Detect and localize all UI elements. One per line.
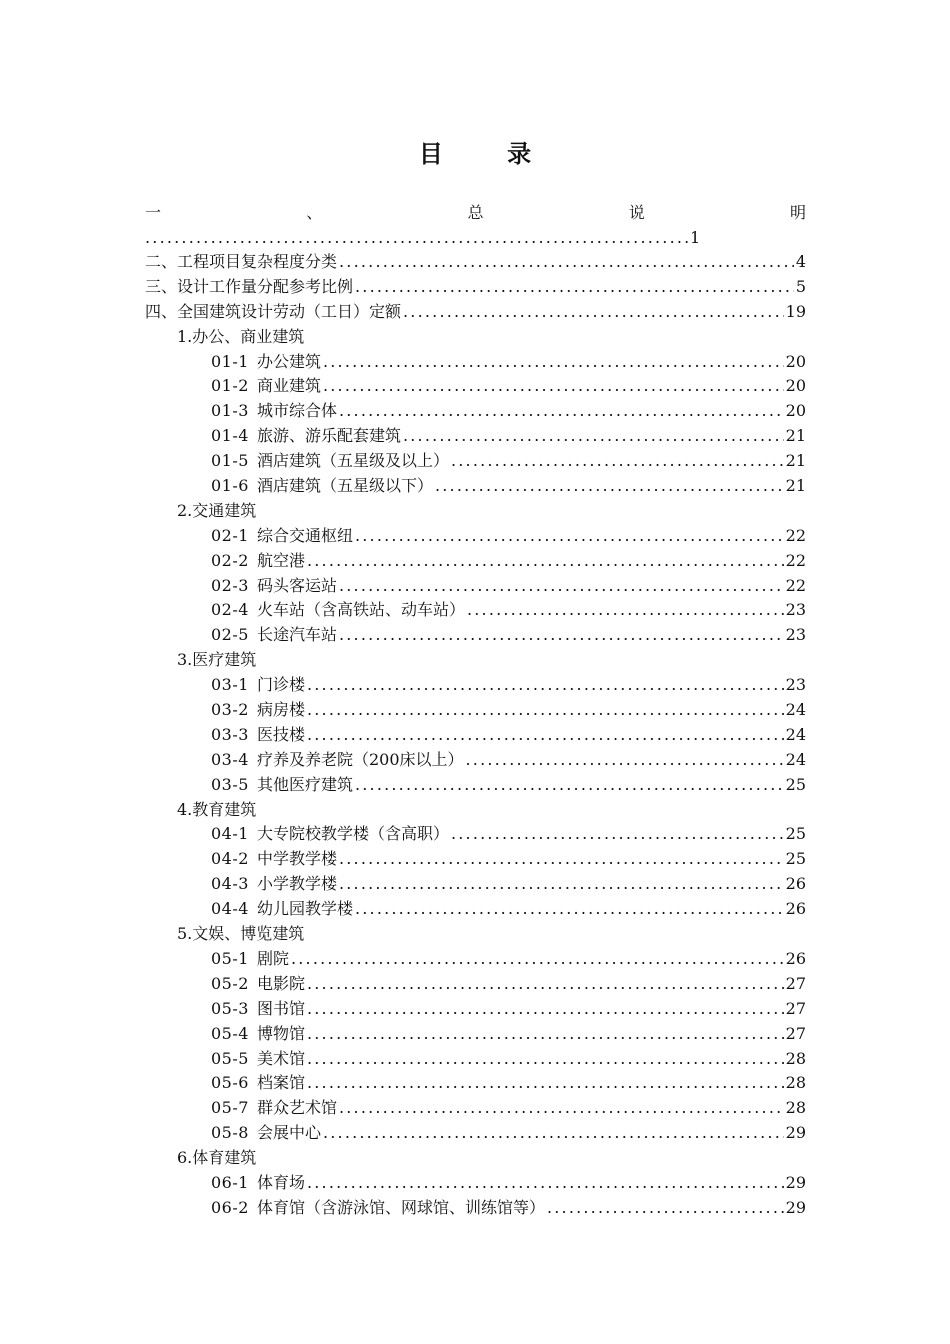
- toc-page-number: 26: [785, 899, 806, 919]
- toc-subentry-title: 小学教学楼: [256, 874, 337, 894]
- toc-page-number: 20: [785, 351, 806, 371]
- page-title: 目 录: [418, 139, 560, 168]
- toc-subentry[interactable]: [145, 997, 806, 1022]
- toc-subentry[interactable]: [145, 549, 806, 574]
- toc-subentry-title: 旅游、游乐配套建筑: [256, 426, 401, 446]
- toc-page-number: 22: [785, 525, 806, 545]
- dot-leader: [451, 449, 784, 474]
- toc-subentry-code: 03-2: [211, 700, 249, 720]
- toc-subentry-title: 门诊楼: [256, 675, 305, 695]
- toc-subentry-code: 03-4: [211, 749, 249, 769]
- toc-page-number: 26: [785, 874, 806, 894]
- toc-section-heading[interactable]: 3.医疗建筑: [177, 650, 257, 670]
- dot-leader: [339, 847, 784, 872]
- toc-subentry-title: 商业建筑: [256, 376, 321, 396]
- toc-subentry-code: 01-5: [211, 451, 249, 471]
- toc-page-number: 4: [795, 252, 806, 271]
- toc-subentry[interactable]: [145, 449, 806, 474]
- dot-leader: [307, 549, 784, 574]
- toc-subentry-code: 01-6: [211, 476, 249, 496]
- toc-subentry[interactable]: [145, 1196, 806, 1221]
- toc-subentry-title: 电影院: [256, 973, 305, 993]
- toc-subentry-title: 博物馆: [256, 1023, 305, 1043]
- toc-page-number: 21: [785, 476, 806, 496]
- toc-page-number: 28: [785, 1048, 806, 1068]
- toc-page-number: 29: [785, 1123, 806, 1143]
- toc-subentry[interactable]: [145, 972, 806, 997]
- toc-subentry-code: 06-1: [211, 1172, 249, 1192]
- dot-leader: [307, 723, 784, 748]
- toc-page-number: 28: [785, 1073, 806, 1093]
- toc-subentry[interactable]: [145, 350, 806, 375]
- toc-page-number: 25: [785, 824, 806, 844]
- toc-subentry-title: 火车站（含高铁站、动车站）: [256, 600, 465, 620]
- toc-page-number: 27: [785, 1023, 806, 1043]
- toc-subentry[interactable]: [145, 897, 806, 922]
- toc-entry-1-title: [145, 200, 806, 225]
- dot-leader: [307, 997, 784, 1022]
- dot-leader: [355, 897, 784, 922]
- toc-entry-title: 二、工程项目复杂程度分类: [145, 252, 338, 271]
- toc-subentry-title: 医技楼: [256, 724, 305, 744]
- toc-subentry-title: 群众艺术馆: [256, 1098, 337, 1118]
- toc-subentry-title: 图书馆: [256, 998, 305, 1018]
- dot-leader: [547, 1196, 784, 1221]
- toc-entry-1-char: 总: [467, 203, 484, 222]
- toc-entry-1-char: 一: [145, 203, 162, 222]
- toc-entry-1-char: 、: [306, 203, 323, 222]
- dot-leader: [339, 250, 794, 275]
- toc-section-heading[interactable]: 5.文娱、博览建筑: [177, 924, 305, 944]
- toc-subentry-code: 05-5: [211, 1048, 249, 1068]
- toc-subentry[interactable]: [145, 673, 806, 698]
- toc-page-number: 19: [785, 301, 806, 321]
- toc-page-number: 24: [785, 700, 806, 720]
- toc-subentry-title: 剧院: [256, 948, 289, 968]
- dot-leader: [323, 350, 784, 375]
- toc-subentry-title: 病房楼: [256, 700, 305, 720]
- dot-leader: [307, 673, 784, 698]
- toc-page-number: 22: [785, 550, 806, 570]
- dot-leader: [355, 275, 794, 300]
- toc-subentry-code: 03-5: [211, 774, 249, 794]
- toc-subentry[interactable]: [145, 872, 806, 897]
- toc-subentry-title: 酒店建筑（五星级以下）: [256, 476, 433, 496]
- toc-page-number: 1: [690, 228, 701, 247]
- dot-leader: [307, 1022, 784, 1047]
- dot-leader: [403, 424, 784, 449]
- toc-subentry-code: 05-4: [211, 1023, 249, 1043]
- dot-leader: [355, 524, 784, 549]
- toc-subentry[interactable]: [145, 1071, 806, 1096]
- toc-subentry[interactable]: [145, 822, 806, 847]
- toc-page-number: 25: [785, 774, 806, 794]
- dot-leader: [323, 1121, 784, 1146]
- toc-subentry-title: 美术馆: [256, 1048, 305, 1068]
- toc-subentry-code: 05-7: [211, 1098, 249, 1118]
- dot-leader: [307, 1071, 784, 1096]
- toc-subentry-title: 城市综合体: [256, 401, 337, 421]
- toc-page-number: 23: [785, 675, 806, 695]
- toc-subentry-code: 05-2: [211, 973, 249, 993]
- toc-entry[interactable]: [145, 275, 806, 300]
- toc-subentry-code: 02-3: [211, 575, 249, 595]
- toc-subentry-code: 06-2: [211, 1197, 249, 1217]
- toc-subentry-code: 04-4: [211, 899, 249, 919]
- dot-leader: [307, 1171, 784, 1196]
- toc-subentry-title: 综合交通枢纽: [256, 525, 353, 545]
- toc-page-number: 22: [785, 575, 806, 595]
- dot-leader: [145, 225, 690, 250]
- toc-subentry-title: 体育馆（含游泳馆、网球馆、训练馆等）: [256, 1197, 545, 1217]
- toc-subentry[interactable]: [145, 399, 806, 424]
- table-of-contents: [145, 250, 806, 1221]
- toc-page-number: 5: [795, 276, 806, 296]
- toc-subentry[interactable]: [145, 574, 806, 599]
- toc-subentry[interactable]: [145, 947, 806, 972]
- toc-subentry-code: 02-2: [211, 550, 249, 570]
- toc-subentry[interactable]: [145, 598, 806, 623]
- toc-page-number: 21: [785, 451, 806, 471]
- toc-subentry-code: 05-6: [211, 1073, 249, 1093]
- toc-subentry-code: 01-1: [211, 351, 249, 371]
- toc-subentry[interactable]: [145, 524, 806, 549]
- dot-leader: [323, 374, 784, 399]
- toc-subentry-title: 档案馆: [256, 1073, 305, 1093]
- dot-leader: [467, 598, 784, 623]
- dot-leader: [307, 972, 784, 997]
- toc-subentry-code: 01-3: [211, 401, 249, 421]
- toc-entry[interactable]: [145, 300, 806, 325]
- toc-subentry[interactable]: [145, 1047, 806, 1072]
- toc-subentry[interactable]: [145, 1096, 806, 1121]
- toc-page-number: 20: [785, 376, 806, 396]
- toc-subentry-title: 酒店建筑（五星级及以上）: [256, 451, 449, 471]
- toc-subentry-code: 03-3: [211, 724, 249, 744]
- toc-page-number: 20: [785, 401, 806, 421]
- toc-subentry-code: 03-1: [211, 675, 249, 695]
- dot-leader: [339, 574, 784, 599]
- toc-page-number: 27: [785, 973, 806, 993]
- toc-subentry-title: 办公建筑: [256, 351, 321, 371]
- dot-leader: [339, 623, 784, 648]
- toc-page-number: 25: [785, 849, 806, 869]
- toc-section-heading[interactable]: 4.教育建筑: [177, 799, 257, 819]
- toc-subentry-code: 01-2: [211, 376, 249, 396]
- toc-subentry[interactable]: [145, 1171, 806, 1196]
- toc-page-number: 23: [785, 600, 806, 620]
- toc-subentry[interactable]: [145, 623, 806, 648]
- toc-subentry-title: 会展中心: [256, 1123, 321, 1143]
- toc-subentry[interactable]: [145, 698, 806, 723]
- dot-leader: [403, 300, 784, 325]
- toc-subentry[interactable]: [145, 474, 806, 499]
- toc-subentry-title: 疗养及养老院（200床以上）: [256, 749, 464, 769]
- toc-subentry-title: 体育场: [256, 1172, 305, 1192]
- toc-subentry-title: 其他医疗建筑: [256, 774, 353, 794]
- toc-subentry-code: 02-1: [211, 525, 249, 545]
- toc-subentry-code: 02-5: [211, 625, 249, 645]
- toc-subentry[interactable]: [145, 424, 806, 449]
- toc-page-number: 24: [785, 749, 806, 769]
- dot-leader: [339, 872, 784, 897]
- toc-section-heading[interactable]: 6.体育建筑: [177, 1148, 257, 1168]
- toc-subentry-code: 01-4: [211, 426, 249, 446]
- toc-subentry[interactable]: [145, 1121, 806, 1146]
- toc-subentry-code: 04-1: [211, 824, 249, 844]
- toc-subentry-code: 02-4: [211, 600, 249, 620]
- toc-subentry[interactable]: [145, 847, 806, 872]
- dot-leader: [466, 748, 784, 773]
- toc-entry-title: 四、全国建筑设计劳动（工日）定额: [145, 301, 402, 321]
- toc-page-number: 24: [785, 724, 806, 744]
- toc-section-heading[interactable]: 1.办公、商业建筑: [177, 326, 305, 346]
- toc-entry[interactable]: [145, 250, 806, 275]
- toc-subentry[interactable]: [145, 1022, 806, 1047]
- toc-subentry-title: 大专院校教学楼（含高职）: [256, 824, 449, 844]
- toc-entry-1[interactable]: [145, 200, 806, 250]
- toc-page-number: 29: [785, 1172, 806, 1192]
- dot-leader: [451, 822, 784, 847]
- toc-page-number: 21: [785, 426, 806, 446]
- toc-page-number: 28: [785, 1098, 806, 1118]
- toc-subentry-code: 04-3: [211, 874, 249, 894]
- toc-page-number: 26: [785, 948, 806, 968]
- dot-leader: [339, 399, 784, 424]
- toc-subentry-code: 05-8: [211, 1123, 249, 1143]
- toc-entry-title: 三、设计工作量分配参考比例: [145, 276, 354, 296]
- toc-page-number: 23: [785, 625, 806, 645]
- toc-section-heading[interactable]: 2.交通建筑: [177, 500, 257, 520]
- dot-leader: [339, 1096, 784, 1121]
- toc-subentry-code: 04-2: [211, 849, 249, 869]
- toc-subentry-code: 05-3: [211, 998, 249, 1018]
- toc-subentry-title: 长途汽车站: [256, 625, 337, 645]
- toc-entry-1-char: 明: [789, 203, 806, 222]
- toc-subentry-title: 航空港: [256, 550, 305, 570]
- toc-subentry[interactable]: [145, 723, 806, 748]
- toc-subentry-title: 码头客运站: [256, 575, 337, 595]
- dot-leader: [355, 773, 784, 798]
- toc-subentry-title: 中学教学楼: [256, 849, 337, 869]
- toc-subentry[interactable]: [145, 773, 806, 798]
- toc-subentry[interactable]: [145, 748, 806, 773]
- toc-subentry-title: 幼儿园教学楼: [256, 899, 353, 919]
- dot-leader: [307, 1047, 784, 1072]
- dot-leader: [435, 474, 784, 499]
- toc-page-number: 29: [785, 1197, 806, 1217]
- toc-page-number: 27: [785, 998, 806, 1018]
- toc-entry-1-char: 说: [628, 203, 645, 222]
- dot-leader: [291, 947, 784, 972]
- toc-subentry-code: 05-1: [211, 948, 249, 968]
- toc-subentry[interactable]: [145, 374, 806, 399]
- dot-leader: [307, 698, 784, 723]
